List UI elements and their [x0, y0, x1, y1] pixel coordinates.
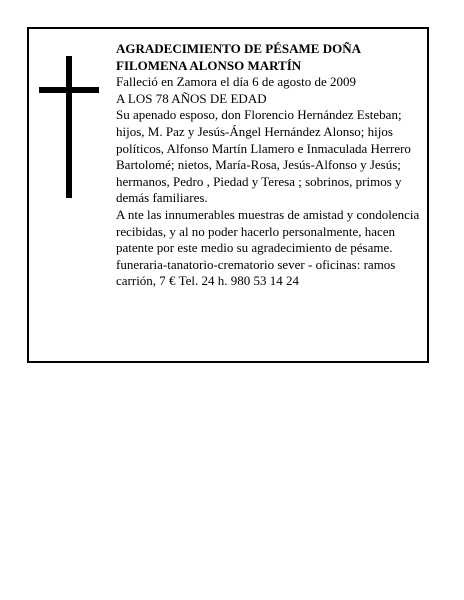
cross-icon: [39, 56, 99, 198]
notice-heading: AGRADECIMIENTO DE PÉSAME DOÑA FILOMENA ALONSO MARTÍN: [116, 41, 361, 73]
cross-horizontal-bar: [39, 87, 99, 93]
funeral-home-info: funeraria-tanatorio-crematorio sever - oficinas: ramos carrión, 7 € Tel. 24 h. 980 53 14 24: [116, 256, 396, 289]
obituary-notice: [27, 27, 429, 363]
death-date-line: Falleció en Zamora el día 6 de agosto de 2009: [116, 74, 357, 90]
notice-text: [116, 41, 420, 290]
cross-vertical-bar: [66, 56, 72, 198]
family-paragraph: Su apenado esposo, don Florencio Hernández Esteban; hijos, M. Paz y Jesús-Ángel Hernández Alonso; hijos políticos, Alfonso Martín Llamero e Inmaculada Herrero Bartolomé; nietos, María-Rosa, Jesús-Alfonso y Jesús; hermanos, Pedro , Piedad y Teresa ; sobrinos, primos y demás familiares.: [116, 107, 411, 206]
thanks-paragraph: A nte las innumerables muestras de amistad y condolencia recibidas, y al no poder hacerlo personalmente, hacen patente por este medio su agradecimiento de pésame.: [116, 206, 420, 256]
age-line: A LOS 78 AÑOS DE EDAD: [116, 90, 267, 106]
